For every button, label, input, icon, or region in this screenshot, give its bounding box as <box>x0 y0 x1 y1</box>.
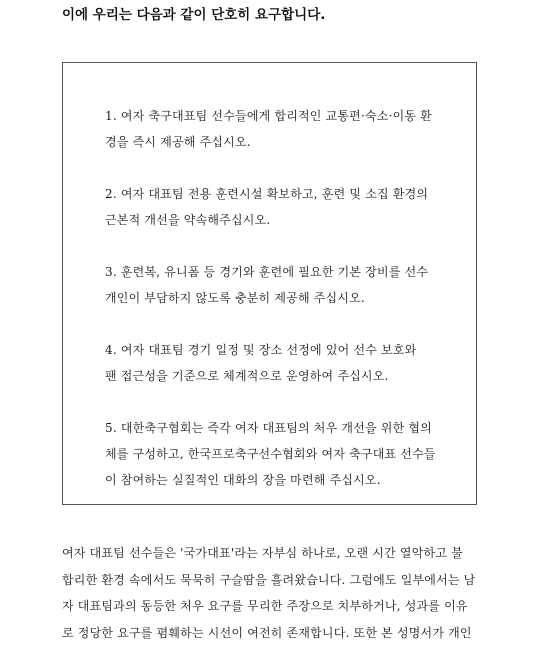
demand-line: 팬 접근성을 기준으로 체계적으로 운영하여 주십시오. <box>105 369 389 383</box>
demand-line: 2. 여자 대표팀 전용 훈련시설 확보하고, 훈련 및 소집 환경의 <box>105 187 429 201</box>
demand-line: 1. 여자 축구대표팀 선수들에게 합리적인 교통편·숙소·이동 환 <box>105 109 432 123</box>
demand-line: 근본적 개선을 약속해주십시오. <box>105 213 271 227</box>
demand-line: 3. 훈련복, 유니폼 등 경기와 훈련에 필요한 기본 장비를 선수 <box>105 265 429 279</box>
demands-list <box>105 103 455 519</box>
statement-paragraph <box>62 540 482 646</box>
paragraph-line: 여자 대표팀 선수들은 '국가대표'라는 자부심 하나로, 오랜 시간 열악하고 불 <box>62 546 463 560</box>
demand-line: 5. 대한축구협회는 즉각 여자 대표팀의 처우 개선을 위한 협의 <box>105 421 432 435</box>
demand-heading: 이에 우리는 다음과 같이 단호히 요구합니다. <box>62 7 326 23</box>
paragraph-line: 자 대표팀과의 동등한 처우 요구를 무리한 주장으로 치부하거나, 성과를 이유 <box>62 599 468 613</box>
demand-item-5 <box>105 415 455 493</box>
demand-line: 4. 여자 대표팀 경기 일정 및 장소 선정에 있어 선수 보호와 <box>105 343 417 357</box>
demand-item-4 <box>105 337 455 389</box>
demands-box <box>62 62 477 505</box>
paragraph-line: 합리한 환경 속에서도 묵묵히 구슬땀을 흘려왔습니다. 그럼에도 일부에서는 남 <box>62 572 476 587</box>
demand-line: 개인이 부담하지 않도록 충분히 제공해 주십시오. <box>105 291 365 305</box>
demand-item-3 <box>105 259 455 311</box>
demand-line: 체를 구성하고, 한국프로축구선수협회와 여자 축구대표 선수들 <box>105 447 436 461</box>
paragraph-line: 로 정당한 요구를 폄훼하는 시선이 여전히 존재합니다. 또한 본 성명서가 개인 <box>62 625 472 640</box>
demand-item-1 <box>105 103 455 155</box>
demand-item-2 <box>105 181 455 233</box>
demand-line: 경을 즉시 제공해 주십시오. <box>105 135 251 149</box>
demand-line: 이 참여하는 실질적인 대화의 장을 마련해 주십시오. <box>105 473 381 487</box>
